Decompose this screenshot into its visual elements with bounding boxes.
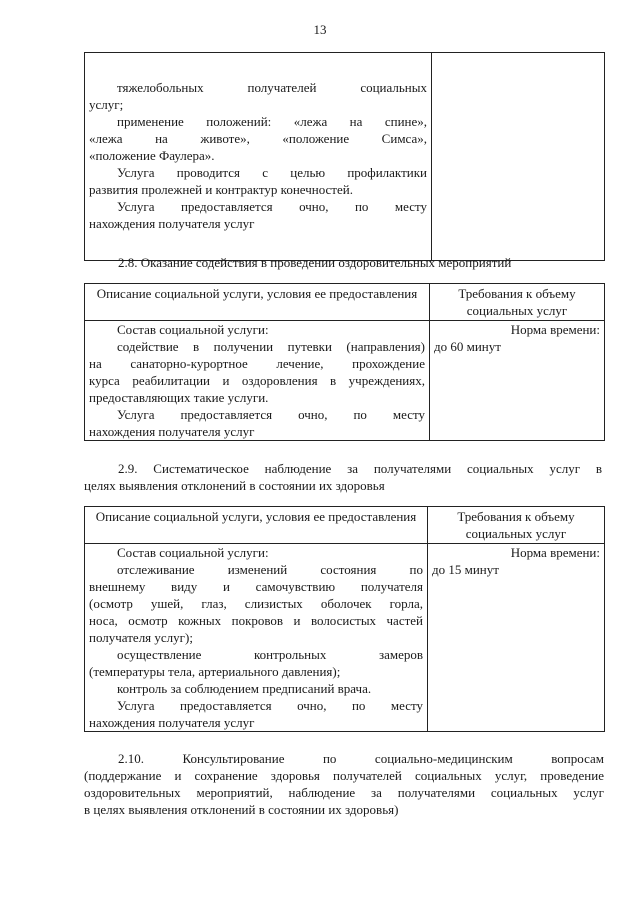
time-norm-label: Норма времени: [510, 545, 600, 560]
description-cell [85, 544, 428, 732]
column-header-requirements: Требования к объему социальных услуг [430, 284, 605, 321]
text-line: Услуга предоставляется очно, по месту [117, 199, 427, 214]
heading-line: 2.9. Систематическое наблюдение за получателями социальных услуг в [118, 461, 602, 476]
text-line: (осмотр ушей, глаз, слизистых оболочек горла, [89, 596, 423, 611]
table-2-9 [84, 506, 605, 732]
text-line: тяжелобольных получателей социальных [117, 80, 427, 95]
requirements-cell [430, 321, 605, 441]
table-row [85, 321, 605, 441]
time-norm-value: до 60 минут [434, 339, 501, 354]
paragraph-line: в целях выявления отклонений в состоянии их здоровья) [84, 802, 399, 817]
text-line: содействие в получении путевки (направления) [117, 339, 425, 354]
text-line: (температуры тела, артериального давления); [89, 664, 341, 679]
table-row [85, 544, 605, 732]
section-heading-2-9 [84, 460, 602, 494]
table-header-row [85, 507, 605, 544]
text-line: контроль за соблюдением предписаний врача. [117, 681, 372, 696]
text-line: курса реабилитации и оздоровления в учреждениях, [89, 373, 425, 388]
requirements-cell [432, 53, 605, 261]
text-line: нахождения получателя услуг [89, 424, 255, 439]
text-line: на санаторно-курортное лечение, прохождение [89, 356, 425, 371]
text-line: применение положений: «лежа на спине», [117, 114, 427, 129]
heading-line: целях выявления отклонений в состоянии их здоровья [84, 478, 385, 493]
paragraph-line: оздоровительных мероприятий, наблюдение за получателями социальных услуг [84, 785, 604, 800]
table-2-8 [84, 283, 605, 441]
column-header-requirements: Требования к объему социальных услуг [428, 507, 605, 544]
table-continuation [84, 52, 605, 261]
column-header-description: Описание социальной услуги, условия ее предоставления [85, 284, 430, 321]
paragraph-line: 2.10. Консультирование по социально-медицинским вопросам [118, 751, 604, 766]
text-line: носа, осмотр кожных покровов и волосистых частей [89, 613, 423, 628]
description-cell [85, 53, 432, 261]
column-header-description: Описание социальной услуги, условия ее предоставления [85, 507, 428, 544]
text-line: отслеживание изменений состояния по [117, 562, 423, 577]
text-line: осуществление контрольных замеров [117, 647, 423, 662]
text-line: Услуга предоставляется очно, по месту [117, 698, 423, 713]
requirements-cell [428, 544, 605, 732]
text-line: услуг; [89, 97, 124, 112]
text-line: «лежа на животе», «положение Симса», [89, 131, 427, 146]
text-line: Услуга проводится с целью профилактики [117, 165, 427, 180]
section-2-10 [84, 750, 604, 818]
time-norm-label: Норма времени: [510, 322, 600, 337]
text-line: «положение Фаулера». [89, 148, 215, 163]
text-line: внешнему виду и самочувствию получателя [89, 579, 423, 594]
text-line: предоставляющих такие услуги. [89, 390, 269, 405]
text-line: нахождения получателя услуг [89, 715, 255, 730]
page-number: 13 [313, 22, 327, 37]
section-heading-2-8: 2.8. Оказание содействия в проведении оздоровительных мероприятий [118, 255, 512, 270]
text-line: развития пролежней и контрактур конечностей. [89, 182, 353, 197]
paragraph-line: (поддержание и сохранение здоровья получателей социальных услуг, проведение [84, 768, 604, 783]
description-cell [85, 321, 430, 441]
text-line: Услуга предоставляется очно, по месту [117, 407, 425, 422]
table-row [85, 53, 605, 261]
text-line: нахождения получателя услуг [89, 216, 255, 231]
text-line: получателя услуг); [89, 630, 193, 645]
text-line: Состав социальной услуги: [117, 545, 269, 560]
text-line: Состав социальной услуги: [117, 322, 269, 337]
time-norm-value: до 15 минут [432, 562, 499, 577]
table-header-row [85, 284, 605, 321]
